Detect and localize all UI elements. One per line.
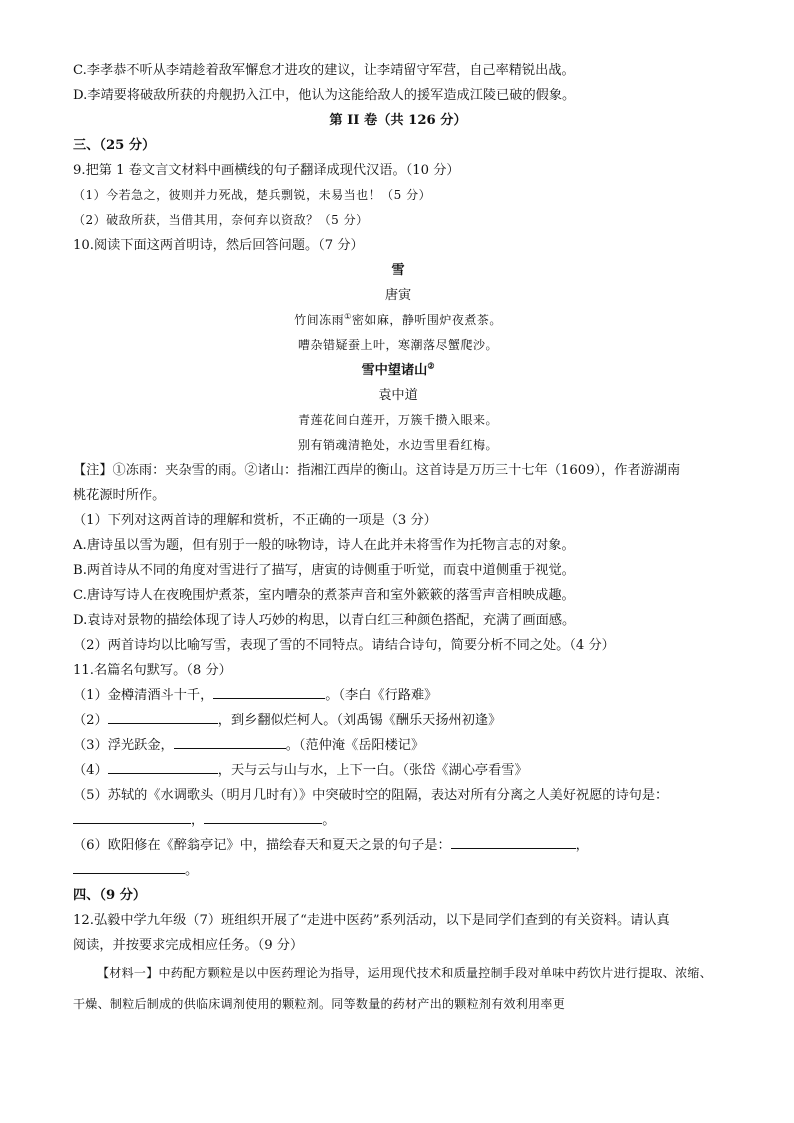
- option-d: D.李靖要将破敌所获的舟舰扔入江中，他认为这能给敌人的援军造成江陵已破的假象。: [73, 88, 576, 103]
- q11-6-prefix: （6）欧阳修在《醉翁亭记》中，描绘春天和夏天之景的句子是：: [73, 838, 451, 853]
- exam-page: [73, 58, 723, 1020]
- q11-1-prefix: （1）金樽清酒斗十千，: [73, 688, 214, 703]
- answer-blank[interactable]: [174, 734, 286, 749]
- q11-4-prefix: （4）: [73, 763, 108, 778]
- poem-1-line-1-a: 竹间冻雨: [294, 313, 345, 327]
- question-10-option-a: A.唐诗虽以雪为题，但有别于一般的咏物诗，诗人在此并未将雪作为托物言志的对象。: [73, 538, 575, 553]
- question-11-item-5-blanks: [73, 808, 723, 833]
- q11-6-separator: ，: [575, 838, 589, 853]
- question-9-part-2: （2）破敌所获，当借其用，奈何弃以资敌？（5 分）: [73, 213, 369, 227]
- question-10: 10.阅读下面这两首明诗，然后回答问题。（7 分）: [73, 238, 364, 253]
- section-three-heading: 三、（25 分）: [73, 138, 156, 153]
- question-11-item-2: [73, 708, 723, 733]
- q11-5-end: 。: [322, 813, 336, 828]
- section-four-heading: 四、（9 分）: [73, 888, 147, 903]
- question-12-line-1: 12.弘毅中学九年级（7）班组织开展了“走进中医药”系列活动，以下是同学们查到的有关资料。请认真: [73, 913, 670, 928]
- poem-2-title-text: 雪中望诸山: [361, 363, 428, 378]
- note-marker-2: ②: [427, 360, 435, 371]
- q11-4-suffix: ，天与云与山与水，上下一白。（张岱《湖心亭看雪》: [217, 763, 528, 778]
- answer-blank[interactable]: [213, 684, 325, 699]
- note-marker-1: ①: [344, 312, 352, 321]
- poem-1-line-1: [73, 308, 723, 333]
- answer-blank[interactable]: [73, 859, 185, 874]
- question-11: 11.名篇名句默写。（8 分）: [73, 663, 232, 678]
- question-11-item-1: [73, 683, 723, 708]
- poem-2-author: 袁中道: [378, 388, 418, 403]
- poem-2-line-2: 别有销魂清艳处，水边雪里看红梅。: [297, 438, 498, 452]
- answer-blank[interactable]: [73, 809, 191, 824]
- q11-1-suffix: 。（李白《行路难》: [325, 688, 438, 703]
- question-10-part-2: （2）两首诗均以比喻写雪，表现了雪的不同特点。请结合诗句，简要分析不同之处。（4 分）: [73, 638, 615, 653]
- answer-blank[interactable]: [451, 834, 576, 849]
- answer-blank[interactable]: [108, 709, 218, 724]
- q11-2-prefix: （2）: [73, 713, 108, 728]
- answer-blank[interactable]: [204, 809, 322, 824]
- question-10-part-1: （1）下列对这两首诗的理解和赏析，不正确的一项是（3 分）: [73, 513, 437, 528]
- poem-1-title: 雪: [391, 263, 405, 278]
- annotation-line-1: 【注】①冻雨：夹杂雪的雨。②诸山：指湘江西岸的衡山。这首诗是万历三十七年（1609），作者游湖南: [73, 463, 681, 478]
- poem-2-title: [73, 358, 723, 383]
- material-one-paragraph: 【材料一】中药配方颗粒是以中医药理论为指导，运用现代技术和质量控制手段对单味中药饮片进行提取、浓缩、干燥、制粒后制成的供临床调剂使用的颗粒剂。同等数量的药材产出的颗粒剂有效利用率更: [73, 966, 713, 1011]
- answer-blank[interactable]: [108, 759, 218, 774]
- q11-5-separator: ，: [191, 813, 205, 828]
- q11-2-suffix: ，到乡翻似烂柯人。（刘禹锡《酬乐天扬州初逢》: [217, 713, 502, 728]
- question-11-item-5: （5）苏轼的《水调歌头（明月几时有）》中突破时空的阻隔，表达对所有分离之人美好祝愿的诗句是：: [73, 788, 669, 803]
- question-11-item-4: [73, 758, 723, 783]
- poem-1-author: 唐寅: [384, 288, 412, 303]
- q11-3-prefix: （3）浮光跃金，: [73, 738, 174, 753]
- question-10-option-d: D.袁诗对景物的描绘体现了诗人巧妙的构思，以青白红三种颜色搭配，充满了画面感。: [73, 613, 576, 628]
- question-12-line-2: 阅读，并按要求完成相应任务。（9 分）: [73, 938, 304, 953]
- question-9: 9.把第 1 卷文言文材料中画横线的句子翻译成现代汉语。（10 分）: [73, 163, 460, 178]
- q11-3-suffix: 。（范仲淹《岳阳楼记》: [285, 738, 425, 753]
- question-11-item-6-blank-2: [73, 858, 723, 883]
- annotation-line-2: 桃花源时所作。: [73, 488, 166, 503]
- q11-6-end: 。: [185, 863, 199, 878]
- question-10-option-b: B.两首诗从不同的角度对雪进行了描写，唐寅的诗侧重于听觉，而袁中道侧重于视觉。: [73, 563, 575, 578]
- question-11-item-3: [73, 733, 723, 758]
- question-11-item-6: [73, 833, 723, 858]
- volume-heading: 第 II 卷（共 126 分）: [329, 113, 467, 128]
- question-9-part-1: （1）今若急之，彼则并力死战，楚兵剽锐，未易当也！（5 分）: [73, 188, 432, 202]
- question-10-option-c: C.唐诗写诗人在夜晚围炉煮茶，室内嘈杂的煮茶声音和室外簌簌的落雪声音相映成趣。: [73, 588, 575, 603]
- option-c: C.李孝恭不听从李靖趁着敌军懈怠才进攻的建议，让李靖留守军营，自己率精锐出战。: [73, 63, 575, 78]
- poem-1-line-1-b: 密如麻，静听围炉夜煮茶。: [351, 313, 502, 327]
- poem-2-line-1: 青莲花间白莲开，万簇千攒入眼来。: [297, 413, 498, 427]
- poem-1-line-2: 嘈杂错疑蚕上叶，寒潮落尽蟹爬沙。: [297, 338, 498, 352]
